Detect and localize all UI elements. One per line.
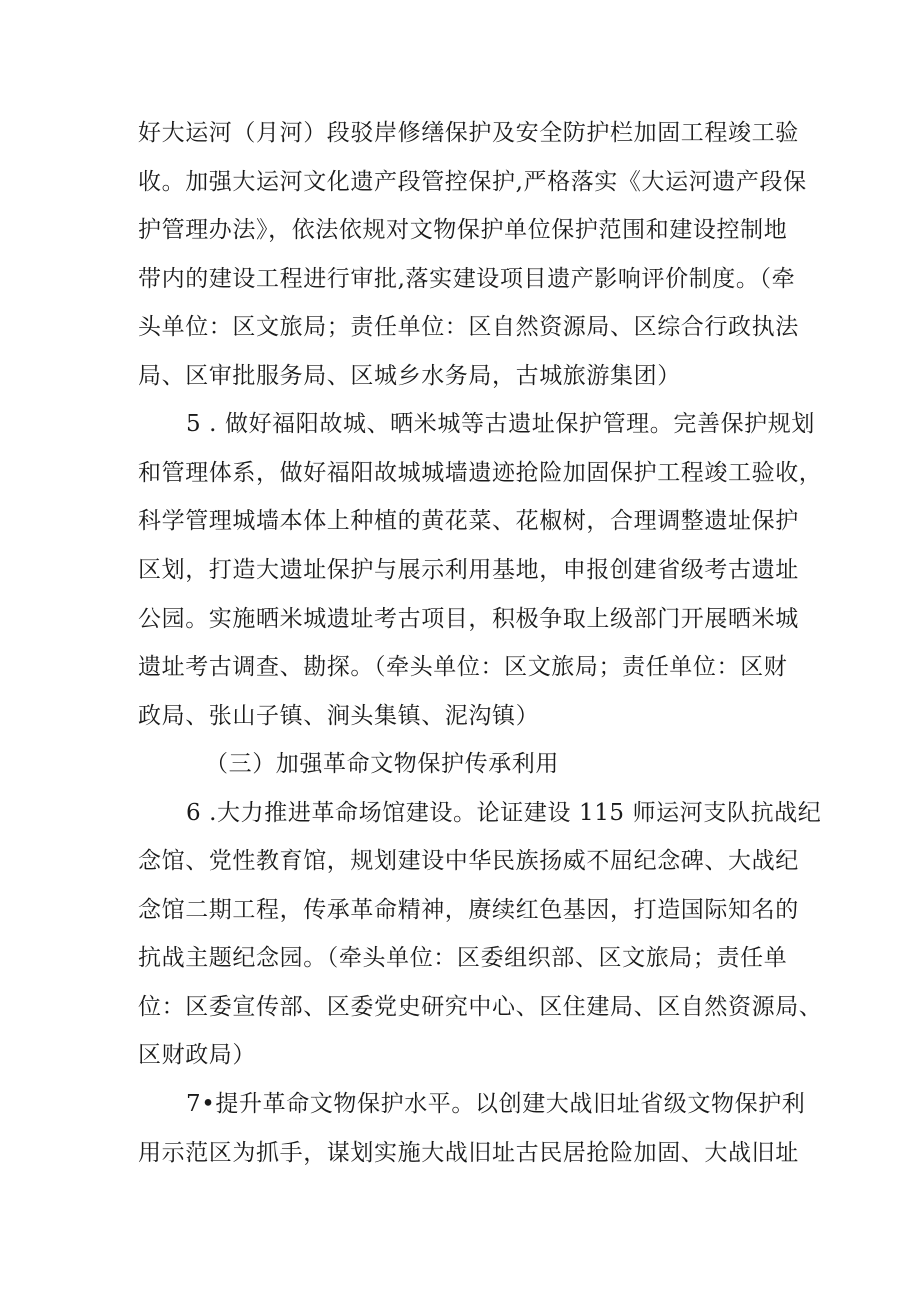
text-line: 护管理办法》，依法依规对文物保护单位保护范围和建设控制地 xyxy=(138,217,788,243)
text-line: 和管理体系，做好福阳故城城墙遗迹抢险加固保护工程竣工验收， xyxy=(138,460,823,486)
text-line: 头单位：区文旅局；责任单位：区自然资源局、区综合行政执法 xyxy=(138,314,799,340)
text-line: 局、区审批服务局、区城乡水务局，古城旅游集团） xyxy=(138,363,681,389)
text-line: 政局、张山子镇、涧头集镇、泥沟镇） xyxy=(138,703,540,729)
section-heading: （三）加强革命文物保护传承利用 xyxy=(205,751,559,777)
text-line: 抗战主题纪念园。（牵头单位：区委组织部、区文旅局；责任单 xyxy=(138,945,788,971)
text-line: 好大运河（月河）段驳岸修缮保护及安全防护栏加固工程竣工验 xyxy=(138,120,799,146)
text-line: 遗址考古调查、勘探。（牵头单位：区文旅局；责任单位：区财 xyxy=(138,654,788,680)
text-line: 用示范区为抓手，谋划实施大战旧址古民居抢险加固、大战旧址 xyxy=(138,1140,799,1166)
text-line: 区划，打造大遗址保护与展示利用基地，申报创建省级考古遗址 xyxy=(138,557,799,583)
text-line: 区财政局） xyxy=(138,1042,256,1068)
text-line: 念馆、党性教育馆，规划建设中华民族扬威不屈纪念碑、大战纪 xyxy=(138,848,799,874)
text-line: 带内的建设工程进行审批,落实建设项目遗产影响评价制度。（牵 xyxy=(138,266,796,292)
text-line: 公园。实施晒米城遗址考古项目，积极争取上级部门开展晒米城 xyxy=(138,606,799,632)
paragraph-start-line: 7•提升革命文物保护水平。以创建大战旧址省级文物保护利 xyxy=(186,1091,806,1117)
text-line: 位：区委宣传部、区委党史研究中心、区住建局、区自然资源局、 xyxy=(138,994,823,1020)
paragraph-start-line: 5 . 做好福阳故城、晒米城等古遗址保护管理。完善保护规划 xyxy=(186,411,815,437)
text-line: 念馆二期工程，传承革命精神，赓续红色基因，打造国际知名的 xyxy=(138,897,799,923)
text-line: 收。加强大运河文化遗产段管控保护,严格落实《大运河遗产段保 xyxy=(138,169,807,195)
paragraph-start-line: 6 .大力推进革命场馆建设。论证建设 115 师运河支队抗战纪 xyxy=(186,800,822,826)
text-line: 科学管理城墙本体上种植的黄花菜、花椒树，合理调整遗址保护 xyxy=(138,508,799,534)
